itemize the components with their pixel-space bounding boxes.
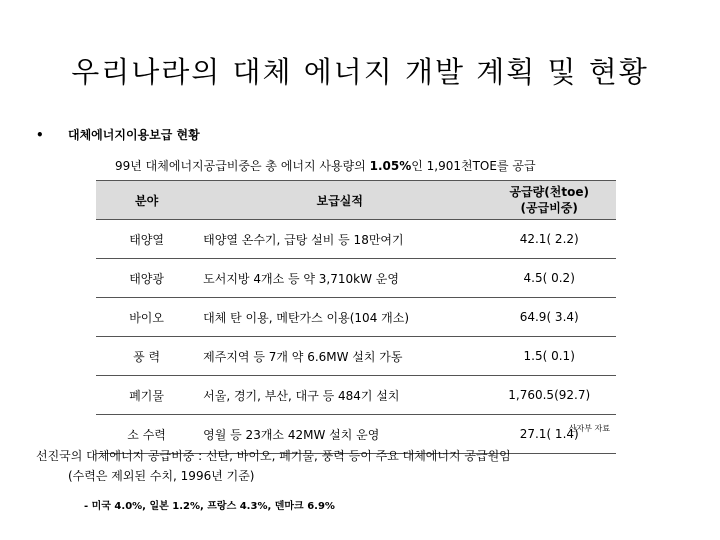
table-header-row <box>96 181 616 220</box>
table-row <box>96 376 616 415</box>
row-result: 영월 등 23개소 42MW 설치 운영 <box>197 415 482 454</box>
row-field: 풍 력 <box>96 337 197 376</box>
table-row <box>96 220 616 259</box>
energy-table <box>96 180 616 454</box>
foreign-share-figures: - 미국 4.0%, 일본 1.2%, 프랑스 4.3%, 덴마크 6.9% <box>84 501 335 512</box>
header-field: 분야 <box>96 181 197 220</box>
row-amount: 64.9( 3.4) <box>482 298 616 337</box>
intro-bold: 1.05% <box>369 159 412 173</box>
table-row <box>96 259 616 298</box>
header-result: 보급실적 <box>197 181 482 220</box>
row-result: 서울, 경기, 부산, 대구 등 484기 설치 <box>197 376 482 415</box>
table-row <box>96 298 616 337</box>
bullet-icon: • <box>36 128 44 142</box>
row-field: 폐기물 <box>96 376 197 415</box>
foreign-share-note: (수력은 제외된 수치, 1996년 기준) <box>68 469 255 483</box>
intro-text <box>115 157 536 174</box>
row-amount: 27.1( 1.4) <box>482 415 616 454</box>
intro-prefix: 99년 대체에너지공급비중은 총 에너지 사용량의 <box>115 159 366 173</box>
row-field: 태양광 <box>96 259 197 298</box>
foreign-share-text: 선진국의 대체에너지 공급비중 : 신탄, 바이오, 폐기물, 풍력 등이 주요 대체에너지 공급원임 <box>36 449 511 463</box>
slide-title: 우리나라의 대체 에너지 개발 계획 및 현황 <box>71 55 649 89</box>
bullet-heading-row <box>36 126 200 143</box>
row-amount: 1,760.5(92.7) <box>482 376 616 415</box>
row-result: 제주지역 등 7개 약 6.6MW 설치 가동 <box>197 337 482 376</box>
header-amount-line1: 공급량(천toe) <box>509 185 589 199</box>
row-amount: 1.5( 0.1) <box>482 337 616 376</box>
row-result: 대체 탄 이용, 메탄가스 이용(104 개소) <box>197 298 482 337</box>
table-row <box>96 337 616 376</box>
bullet-heading: 대체에너지이용보급 현황 <box>68 128 200 142</box>
row-result: 태양열 온수기, 급탕 설비 등 18만여기 <box>197 220 482 259</box>
row-field: 소 수력 <box>96 415 197 454</box>
row-field: 바이오 <box>96 298 197 337</box>
source-note: 산자부 자료 <box>568 424 610 433</box>
row-amount: 4.5( 0.2) <box>482 259 616 298</box>
row-amount: 42.1( 2.2) <box>482 220 616 259</box>
row-result: 도서지방 4개소 등 약 3,710kW 운영 <box>197 259 482 298</box>
intro-suffix: 인 1,901천TOE를 공급 <box>411 159 536 173</box>
header-amount-line2: (공급비중) <box>520 201 578 215</box>
row-field: 태양열 <box>96 220 197 259</box>
header-amount <box>482 181 616 220</box>
